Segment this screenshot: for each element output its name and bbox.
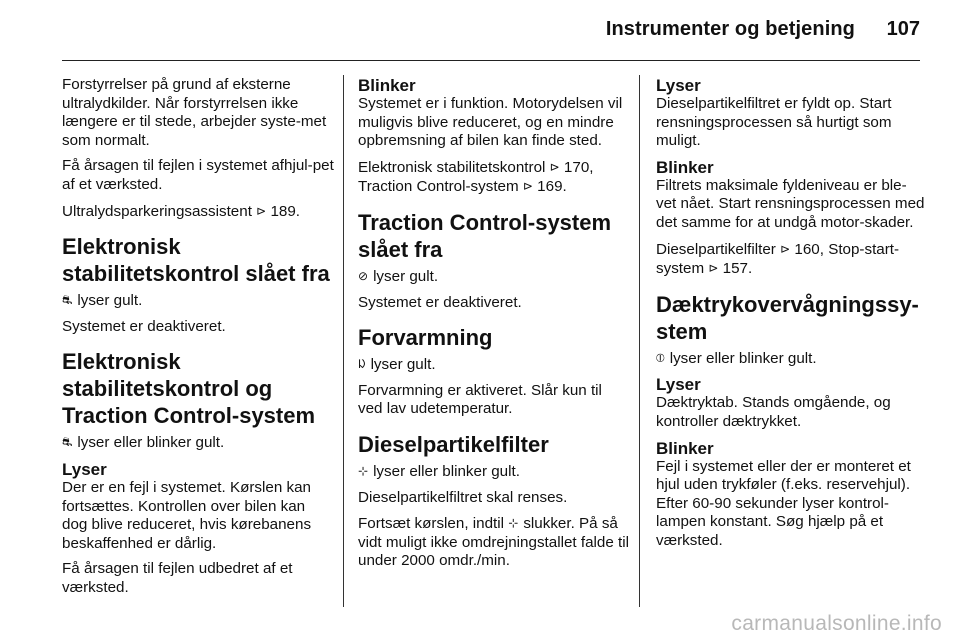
esc-icon: ⛐ — [62, 435, 73, 450]
paragraph — [62, 433, 334, 453]
page-ref-icon: ⊳ — [256, 203, 267, 218]
paragraph: Der er en fejl i systemet. Kørslen kan fortsættes. Kontrollen over bilen kan dog blive reduceret, hvis kørebanens beskaffenhed er dårlig. — [62, 478, 312, 552]
paragraph — [358, 267, 630, 287]
header-rule — [62, 60, 920, 61]
paragraph — [358, 462, 630, 482]
column-2 — [358, 76, 630, 578]
page-ref[interactable]: 170, — [563, 158, 594, 176]
column-1 — [62, 76, 334, 605]
page-number: 107 — [886, 18, 920, 40]
text: lyser eller blinker gult. — [669, 349, 817, 367]
paragraph — [358, 158, 630, 197]
page-ref[interactable]: 160, — [794, 240, 824, 258]
link-text: Ultralydsparkeringsassistent — [62, 202, 252, 220]
paragraph: Få årsagen til fejlen i systemet afhjul-pet af et værksted. — [62, 157, 334, 193]
paragraph: Dieselpartikelfiltret er fyldt op. Start rensningsprocessen så hurtigt som muligt. — [656, 95, 892, 150]
column-3 — [656, 76, 926, 558]
subheading: Lyser — [656, 76, 701, 95]
section-heading: Elektronisk stabilitetskontrol slået fra — [62, 234, 330, 287]
header-title: Instrumenter og betjening — [605, 18, 855, 40]
paragraph: Dieselpartikelfiltret skal renses. — [358, 488, 568, 506]
text: lyser gult. — [373, 267, 439, 285]
subheading: Blinker — [656, 438, 714, 458]
text: slukker. På så vidt muligt ikke omdrejningstallet falde til under 2000 omdr./min. — [358, 515, 629, 570]
dpf-icon: ⊹ — [508, 516, 519, 531]
dpf-icon: ⊹ — [358, 463, 369, 478]
paragraph: Fejl i systemet eller der er monteret et hjul uden trykføler (f.eks. reservehjul). Efter 60-90 sekunder lyser kontrol-lampen konstant. Søg hjælp på et værksted. — [656, 457, 911, 549]
paragraph: Systemet er i funktion. Motorydelsen vil muligvis blive reduceret, og en mindre opbremsning af bilen kan finde sted. — [358, 95, 623, 150]
paragraph — [62, 291, 334, 311]
glow-plug-icon: ᱡ — [358, 357, 366, 372]
watermark: carmanualsonline.info — [731, 612, 942, 635]
section-heading: Dæktrykovervågningssy-stem — [656, 291, 919, 344]
subheading: Blinker — [656, 157, 714, 177]
column-divider — [639, 75, 640, 607]
text: lyser gult. — [370, 356, 436, 374]
page-ref-icon: ⊳ — [708, 261, 719, 276]
paragraph: Forstyrrelser på grund af eksterne ultralydkilder. Når forstyrrelsen ikke længere er til stede, arbejder syste-met som normalt. — [62, 76, 327, 149]
page-ref-icon: ⊳ — [780, 241, 791, 256]
section-heading: Forvarmning — [358, 325, 493, 351]
paragraph: Forvarmning er aktiveret. Slår kun til ved lav udetemperatur. — [358, 381, 602, 418]
tc-off-icon: ⊘ — [358, 268, 369, 283]
paragraph — [656, 240, 926, 279]
paragraph: Få årsagen til fejlen udbedret af et værksted. — [62, 560, 293, 596]
page-ref[interactable]: 157. — [722, 260, 753, 278]
section-heading: Traction Control-system slået fra — [358, 209, 612, 262]
text: Elektronisk stabilitetskontrol — [358, 158, 546, 176]
paragraph: Systemet er deaktiveret. — [358, 293, 522, 311]
paragraph — [656, 349, 926, 369]
column-divider — [343, 75, 344, 607]
subheading: Lyser — [62, 459, 107, 479]
esc-off-icon: ⛐ — [62, 293, 73, 308]
paragraph — [358, 355, 630, 375]
subheading: Lyser — [656, 375, 701, 395]
tire-pressure-icon: ⦶ — [656, 350, 665, 365]
paragraph — [358, 514, 630, 571]
paragraph: Filtrets maksimale fyldeniveau er ble-vet nået. Start rensningsprocessen med det samme for at undgå motor-skader. — [656, 176, 925, 231]
page-header — [0, 0, 960, 62]
page-ref[interactable]: 169. — [537, 178, 567, 196]
text: Fortsæt kørslen, indtil — [358, 515, 505, 533]
section-heading: Dieselpartikelfilter — [358, 431, 549, 457]
text: Dieselpartikelfilter — [656, 240, 776, 258]
text: Traction Control-system — [358, 178, 519, 196]
subheading: Blinker — [358, 76, 416, 95]
paragraph: Systemet er deaktiveret. — [62, 317, 226, 335]
text: lyser eller blinker gult. — [77, 434, 225, 452]
section-heading: Elektronisk stabilitetskontrol og Traction Control-system — [62, 349, 316, 429]
page-ref[interactable]: 189. — [270, 202, 301, 220]
text: Stop-start-system — [656, 240, 900, 278]
page-ref-icon: ⊳ — [522, 179, 533, 194]
text: lyser eller blinker gult. — [373, 462, 520, 480]
paragraph — [62, 202, 334, 222]
text: lyser gult. — [77, 292, 143, 310]
page-ref-icon: ⊳ — [549, 159, 560, 174]
paragraph: Dæktryktab. Stands omgående, og kontroller dæktrykket. — [656, 394, 891, 430]
